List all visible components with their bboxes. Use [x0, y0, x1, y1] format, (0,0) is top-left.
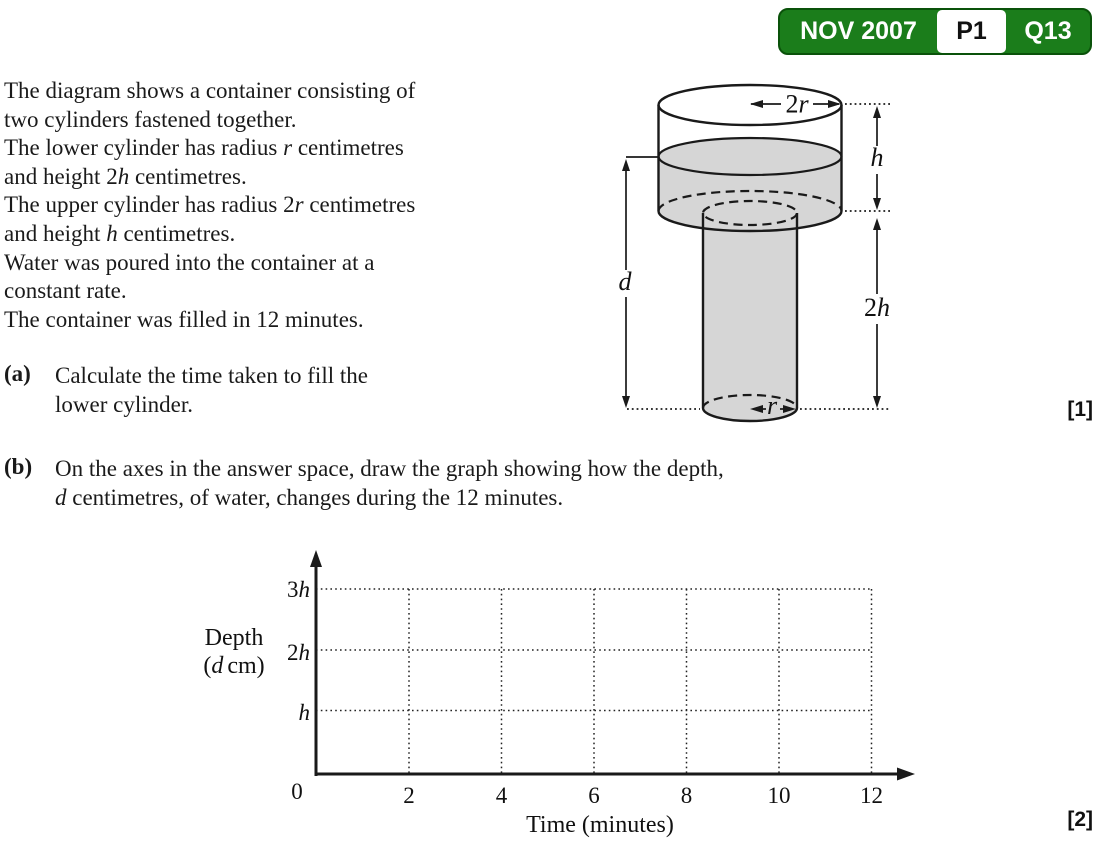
x-tick-8: 8: [680, 783, 693, 808]
exam-reference-badge: [778, 8, 1092, 55]
x-tick-4: 4: [495, 783, 508, 808]
dim-label-r: r: [766, 391, 778, 420]
upper-cylinder-top-ellipse: [659, 85, 842, 125]
container-diagram: [600, 70, 1100, 440]
part-a-marks: [1]: [1067, 398, 1093, 421]
dim-label-2r: 2r: [785, 89, 809, 119]
part-b-marks: [2]: [1067, 808, 1093, 831]
arrow-2h-top: [873, 218, 881, 230]
part-b-line: On the axes in the answer space, draw the graph showing how the depth,: [55, 456, 724, 481]
y-axis-title-line1: Depth: [204, 625, 264, 651]
intro-line: The diagram shows a container consisting of: [4, 78, 416, 103]
badge-paper: P1: [937, 10, 1006, 53]
part-b-text: [55, 454, 815, 512]
arrow-d-top: [622, 159, 630, 171]
intro-line: Water was poured into the container at a: [4, 249, 375, 275]
dim-label-d: d: [618, 267, 632, 296]
y-axis-arrow: [310, 550, 322, 567]
intro-line: and height h centimetres.: [4, 220, 236, 246]
x-tick-10: 10: [767, 783, 791, 808]
y-tick-h: h: [298, 700, 310, 725]
dim-label-h: h: [870, 143, 884, 172]
intro-line: constant rate.: [4, 278, 127, 304]
y-axis-title-line2: (d cm): [203, 653, 265, 679]
intro-line: The upper cylinder has radius 2r centimetres: [4, 192, 416, 218]
x-tick-6: 6: [588, 783, 600, 808]
y-tick-2h: 2h: [287, 640, 310, 665]
part-a-label: (a): [4, 361, 31, 386]
answer-graph: [180, 540, 960, 841]
lower-cylinder-water-fill: [703, 213, 797, 421]
grid-vertical-lines: [409, 589, 872, 774]
x-axis-arrow: [897, 768, 915, 781]
grid-horizontal-lines: [316, 589, 872, 711]
badge-session: NOV 2007: [800, 17, 917, 45]
intro-line: The lower cylinder has radius r centimetres: [4, 135, 404, 161]
arrow-h-bottom: [873, 198, 881, 210]
dim-label-2h: 2h: [864, 293, 890, 322]
badge-question: Q13: [1024, 17, 1072, 45]
arrow-h-top: [873, 106, 881, 118]
water-surface-ellipse: [659, 138, 842, 175]
x-tick-2: 2: [403, 783, 415, 808]
question-intro: [4, 77, 504, 334]
x-tick-12: 12: [860, 783, 883, 808]
part-a-line: lower cylinder.: [55, 392, 193, 417]
part-b-label: (b): [4, 454, 33, 479]
intro-line: two cylinders fastened together.: [4, 106, 297, 132]
arrow-2h-bottom: [873, 396, 881, 408]
part-b-line: d centimetres, of water, changes during the 12 minutes.: [55, 485, 564, 510]
x-axis-title: Time (minutes): [526, 812, 674, 838]
origin-label: 0: [291, 779, 303, 804]
intro-line: and height 2h centimetres.: [4, 163, 247, 189]
y-tick-3h: 3h: [287, 577, 310, 602]
part-a-line: Calculate the time taken to fill the: [55, 363, 368, 388]
intro-line: The container was filled in 12 minutes.: [4, 306, 364, 332]
arrow-d-bottom: [622, 396, 630, 408]
part-a-text: [55, 361, 475, 419]
